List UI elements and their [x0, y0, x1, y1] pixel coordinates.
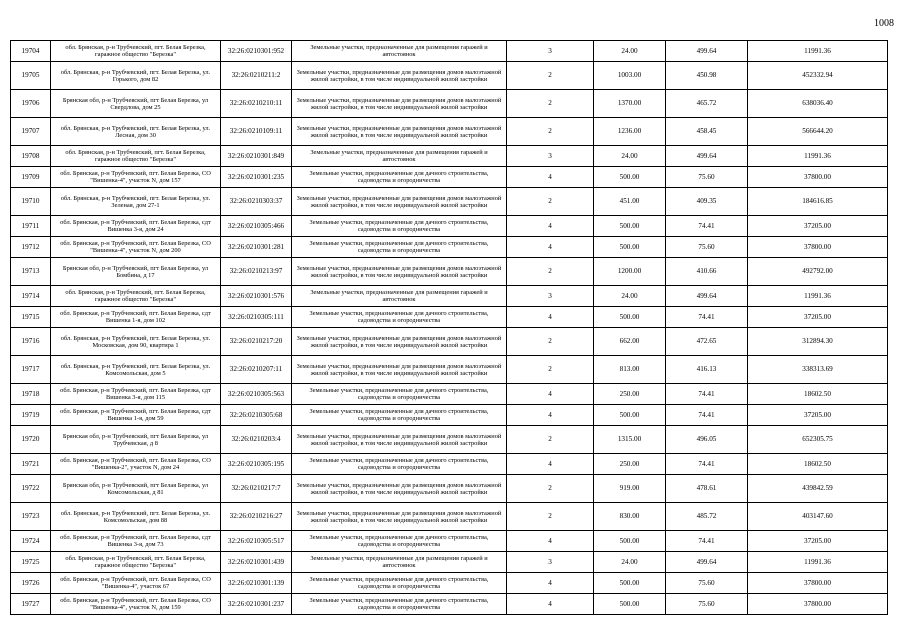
cadastral-number-cell: 32:26:0210210:11: [221, 90, 292, 118]
land-purpose-cell: Земельные участки, предназначенные для размещения домов малоэтажной жилой застройки, в том числе индивидуальной жилой застройки: [292, 90, 507, 118]
area-cell: 500.00: [594, 405, 666, 426]
table-row: [11, 552, 888, 573]
address-cell: обл. Брянская, р-н Трубчевский, пгт. Белая Березка, ул. Московская, дом 90, квартира 1: [51, 328, 221, 356]
cadastral-value-cell: 11991.36: [748, 552, 888, 573]
cadastral-number-cell: 32:26:0210207:11: [221, 356, 292, 384]
cadastral-number-cell: 32:26:0210109:11: [221, 118, 292, 146]
cadastral-value-cell: 37800.00: [748, 237, 888, 258]
row-id: 19705: [11, 62, 51, 90]
row-id: 19707: [11, 118, 51, 146]
row-id: 19704: [11, 41, 51, 62]
cadastral-value-cell: 652305.75: [748, 426, 888, 454]
group-cell: 2: [507, 188, 594, 216]
area-cell: 500.00: [594, 594, 666, 615]
group-cell: 2: [507, 356, 594, 384]
area-cell: 662.00: [594, 328, 666, 356]
address-cell: обл. Брянская, р-н Трубчевский, пгт. Белая Березка, сдт Вишенка 3-я, дом 115: [51, 384, 221, 405]
address-cell: обл. Брянская, р-н Трубчевский, пгт. Белая Березка, ул. Комсомольская, дом 5: [51, 356, 221, 384]
row-id: 19725: [11, 552, 51, 573]
cadastral-value-cell: 492792.00: [748, 258, 888, 286]
cadastral-value-cell: 18602.50: [748, 454, 888, 475]
cadastral-number-cell: 32:26:0210305:195: [221, 454, 292, 475]
rate-cell: 74.41: [666, 405, 748, 426]
area-cell: 24.00: [594, 41, 666, 62]
group-cell: 2: [507, 90, 594, 118]
table-row: [11, 475, 888, 503]
cadastral-value-cell: 37205.00: [748, 307, 888, 328]
table-row: [11, 258, 888, 286]
group-cell: 2: [507, 426, 594, 454]
land-purpose-cell: Земельные участки, предназначенные для размещения домов малоэтажной жилой застройки, в том числе индивидуальной жилой застройки: [292, 328, 507, 356]
rate-cell: 496.05: [666, 426, 748, 454]
table-row: [11, 573, 888, 594]
group-cell: 4: [507, 384, 594, 405]
address-cell: Брянская обл, р-н Трубчевский, пгт Белая Березка, ул Бомбина, д 17: [51, 258, 221, 286]
row-id: 19723: [11, 503, 51, 531]
land-purpose-cell: Земельные участки, предназначенные для размещения гаражей и автостоянок: [292, 41, 507, 62]
area-cell: 830.00: [594, 503, 666, 531]
cadastral-value-cell: 338313.69: [748, 356, 888, 384]
table-row: [11, 531, 888, 552]
area-cell: 1003.00: [594, 62, 666, 90]
area-cell: 1236.00: [594, 118, 666, 146]
row-id: 19726: [11, 573, 51, 594]
row-id: 19716: [11, 328, 51, 356]
cadastral-number-cell: 32:26:0210305:563: [221, 384, 292, 405]
cadastral-number-cell: 32:26:0210301:237: [221, 594, 292, 615]
land-purpose-cell: Земельные участки, предназначенные для дачного строительства, садоводства и огородничества: [292, 307, 507, 328]
rate-cell: 499.64: [666, 286, 748, 307]
rate-cell: 458.45: [666, 118, 748, 146]
cadastral-number-cell: 32:26:0210305:517: [221, 531, 292, 552]
rate-cell: 74.41: [666, 531, 748, 552]
cadastral-number-cell: 32:26:0210203:4: [221, 426, 292, 454]
row-id: 19708: [11, 146, 51, 167]
land-purpose-cell: Земельные участки, предназначенные для размещения домов малоэтажной жилой застройки, в том числе индивидуальной жилой застройки: [292, 503, 507, 531]
area-cell: 250.00: [594, 384, 666, 405]
cadastral-value-cell: 37800.00: [748, 594, 888, 615]
land-purpose-cell: Земельные участки, предназначенные для размещения домов малоэтажной жилой застройки, в том числе индивидуальной жилой застройки: [292, 356, 507, 384]
rate-cell: 75.60: [666, 594, 748, 615]
cadastral-number-cell: 32:26:0210301:439: [221, 552, 292, 573]
row-id: 19722: [11, 475, 51, 503]
area-cell: 24.00: [594, 286, 666, 307]
address-cell: Брянская обл, р-н Трубчевский, пгт Белая Березка, ул Трубчевская, д 8: [51, 426, 221, 454]
land-purpose-cell: Земельные участки, предназначенные для размещения домов малоэтажной жилой застройки, в том числе индивидуальной жилой застройки: [292, 475, 507, 503]
address-cell: обл. Брянская, р-н Трубчевский, пгт. Белая Березка, СО "Вишенка-4", участок N, дом 159: [51, 594, 221, 615]
cadastral-value-cell: 566644.20: [748, 118, 888, 146]
area-cell: 919.00: [594, 475, 666, 503]
cadastral-value-cell: 37800.00: [748, 573, 888, 594]
cadastral-value-cell: 11991.36: [748, 146, 888, 167]
area-cell: 500.00: [594, 307, 666, 328]
rate-cell: 450.98: [666, 62, 748, 90]
row-id: 19727: [11, 594, 51, 615]
area-cell: 500.00: [594, 167, 666, 188]
land-purpose-cell: Земельные участки, предназначенные для дачного строительства, садоводства и огородничества: [292, 594, 507, 615]
area-cell: 250.00: [594, 454, 666, 475]
address-cell: обл. Брянская, р-н Трубчевский, пгт. Белая Березка, гаражное общество "Березка": [51, 41, 221, 62]
area-cell: 500.00: [594, 216, 666, 237]
table-row: [11, 146, 888, 167]
table-row: [11, 594, 888, 615]
group-cell: 4: [507, 237, 594, 258]
cadastral-number-cell: 32:26:0210305:68: [221, 405, 292, 426]
land-purpose-cell: Земельные участки, предназначенные для дачного строительства, садоводства и огородничества: [292, 454, 507, 475]
cadastral-number-cell: 32:26:0210301:281: [221, 237, 292, 258]
row-id: 19711: [11, 216, 51, 237]
cadastral-value-cell: 11991.36: [748, 41, 888, 62]
area-cell: 24.00: [594, 552, 666, 573]
group-cell: 2: [507, 475, 594, 503]
rate-cell: 465.72: [666, 90, 748, 118]
land-purpose-cell: Земельные участки, предназначенные для дачного строительства, садоводства и огородничества: [292, 531, 507, 552]
land-purpose-cell: Земельные участки, предназначенные для дачного строительства, садоводства и огородничества: [292, 384, 507, 405]
row-id: 19720: [11, 426, 51, 454]
area-cell: 1370.00: [594, 90, 666, 118]
cadastral-value-cell: 11991.36: [748, 286, 888, 307]
cadastral-number-cell: 32:26:0210301:849: [221, 146, 292, 167]
rate-cell: 74.41: [666, 307, 748, 328]
group-cell: 3: [507, 41, 594, 62]
address-cell: обл. Брянская, р-н Трубчевский, пгт. Белая Березка, СО "Вишенка-4", участок N, дом 200: [51, 237, 221, 258]
area-cell: 451.00: [594, 188, 666, 216]
row-id: 19712: [11, 237, 51, 258]
land-purpose-cell: Земельные участки, предназначенные для дачного строительства, садоводства и огородничества: [292, 167, 507, 188]
rate-cell: 499.64: [666, 41, 748, 62]
area-cell: 500.00: [594, 573, 666, 594]
address-cell: обл. Брянская, р-н Трубчевский, пгт. Белая Березка, гаражное общество "Березка": [51, 146, 221, 167]
address-cell: Брянская обл, р-н Трубчевский, пгт Белая Березка, ул Свердлова, дом 25: [51, 90, 221, 118]
rate-cell: 472.65: [666, 328, 748, 356]
land-purpose-cell: Земельные участки, предназначенные для размещения гаражей и автостоянок: [292, 286, 507, 307]
cadastral-number-cell: 32:26:0210301:235: [221, 167, 292, 188]
group-cell: 4: [507, 454, 594, 475]
group-cell: 2: [507, 258, 594, 286]
table-row: [11, 216, 888, 237]
group-cell: 2: [507, 503, 594, 531]
rate-cell: 409.35: [666, 188, 748, 216]
group-cell: 3: [507, 552, 594, 573]
row-id: 19710: [11, 188, 51, 216]
land-register-table: [10, 40, 888, 615]
page-number: 1008: [874, 18, 894, 29]
rate-cell: 74.41: [666, 216, 748, 237]
rate-cell: 75.60: [666, 237, 748, 258]
address-cell: обл. Брянская, р-н Трубчевский, пгт. Белая Березка, ул. Комсомольская, дом 88: [51, 503, 221, 531]
area-cell: 1200.00: [594, 258, 666, 286]
address-cell: обл. Брянская, р-н Трубчевский, пгт. Белая Березка, гаражное общество "Березка": [51, 286, 221, 307]
cadastral-number-cell: 32:26:0210305:466: [221, 216, 292, 237]
group-cell: 2: [507, 328, 594, 356]
address-cell: обл. Брянская, р-н Трубчевский, пгт. Белая Березка, ул. Горького, дом 82: [51, 62, 221, 90]
cadastral-number-cell: 32:26:0210305:111: [221, 307, 292, 328]
cadastral-value-cell: 638036.40: [748, 90, 888, 118]
group-cell: 4: [507, 216, 594, 237]
cadastral-number-cell: 32:26:0210301:952: [221, 41, 292, 62]
cadastral-number-cell: 32:26:0210301:139: [221, 573, 292, 594]
address-cell: обл. Брянская, р-н Трубчевский, пгт. Белая Березка, ул. Зеленая, дом 27-1: [51, 188, 221, 216]
table-row: [11, 454, 888, 475]
rate-cell: 478.61: [666, 475, 748, 503]
group-cell: 3: [507, 286, 594, 307]
land-purpose-cell: Земельные участки, предназначенные для размещения гаражей и автостоянок: [292, 552, 507, 573]
address-cell: Брянская обл, р-н Трубчевский, пгт Белая Березка, ул Комсомольская, д 81: [51, 475, 221, 503]
table-row: [11, 286, 888, 307]
row-id: 19709: [11, 167, 51, 188]
address-cell: обл. Брянская, р-н Трубчевский, пгт. Белая Березка, сдт Вишенка 3-я, дом 73: [51, 531, 221, 552]
table-row: [11, 90, 888, 118]
group-cell: 4: [507, 167, 594, 188]
cadastral-number-cell: 32:26:0210216:27: [221, 503, 292, 531]
area-cell: 1315.00: [594, 426, 666, 454]
cadastral-number-cell: 32:26:0210301:576: [221, 286, 292, 307]
row-id: 19706: [11, 90, 51, 118]
land-purpose-cell: Земельные участки, предназначенные для размещения домов малоэтажной жилой застройки, в том числе индивидуальной жилой застройки: [292, 118, 507, 146]
row-id: 19724: [11, 531, 51, 552]
table-row: [11, 405, 888, 426]
group-cell: 4: [507, 573, 594, 594]
address-cell: обл. Брянская, р-н Трубчевский, пгт. Белая Березка, сдт Вишенка 1-я, дом 59: [51, 405, 221, 426]
table-row: [11, 118, 888, 146]
rate-cell: 74.41: [666, 454, 748, 475]
table-row: [11, 167, 888, 188]
rate-cell: 74.41: [666, 384, 748, 405]
row-id: 19719: [11, 405, 51, 426]
group-cell: 2: [507, 118, 594, 146]
land-purpose-cell: Земельные участки, предназначенные для размещения гаражей и автостоянок: [292, 146, 507, 167]
address-cell: обл. Брянская, р-н Трубчевский, пгт. Белая Березка, СО "Вишенка-4", участок N, дом 157: [51, 167, 221, 188]
address-cell: обл. Брянская, р-н Трубчевский, пгт. Белая Березка, ул. Лесная, дом 30: [51, 118, 221, 146]
rate-cell: 75.60: [666, 167, 748, 188]
cadastral-value-cell: 452332.94: [748, 62, 888, 90]
row-id: 19715: [11, 307, 51, 328]
rate-cell: 499.64: [666, 552, 748, 573]
table-row: [11, 426, 888, 454]
cadastral-value-cell: 37800.00: [748, 167, 888, 188]
cadastral-number-cell: 32:26:0210303:37: [221, 188, 292, 216]
area-cell: 500.00: [594, 237, 666, 258]
cadastral-value-cell: 37205.00: [748, 405, 888, 426]
land-purpose-cell: Земельные участки, предназначенные для размещения домов малоэтажной жилой застройки, в том числе индивидуальной жилой застройки: [292, 258, 507, 286]
cadastral-value-cell: 312894.30: [748, 328, 888, 356]
land-purpose-cell: Земельные участки, предназначенные для размещения домов малоэтажной жилой застройки, в том числе индивидуальной жилой застройки: [292, 62, 507, 90]
address-cell: обл. Брянская, р-н Трубчевский, пгт. Белая Березка, СО "Вишенка-4", участок 67: [51, 573, 221, 594]
row-id: 19721: [11, 454, 51, 475]
rate-cell: 410.66: [666, 258, 748, 286]
cadastral-value-cell: 37205.00: [748, 216, 888, 237]
cadastral-value-cell: 184616.85: [748, 188, 888, 216]
land-purpose-cell: Земельные участки, предназначенные для дачного строительства, садоводства и огородничества: [292, 573, 507, 594]
row-id: 19717: [11, 356, 51, 384]
table-row: [11, 356, 888, 384]
row-id: 19718: [11, 384, 51, 405]
land-purpose-cell: Земельные участки, предназначенные для размещения домов малоэтажной жилой застройки, в том числе индивидуальной жилой застройки: [292, 188, 507, 216]
cadastral-value-cell: 18602.50: [748, 384, 888, 405]
address-cell: обл. Брянская, р-н Трубчевский, пгт. Белая Березка, СО "Вишенка-2", участок N, дом 24: [51, 454, 221, 475]
cadastral-number-cell: 32:26:0210211:2: [221, 62, 292, 90]
table-row: [11, 62, 888, 90]
row-id: 19714: [11, 286, 51, 307]
table-row: [11, 307, 888, 328]
area-cell: 500.00: [594, 531, 666, 552]
area-cell: 24.00: [594, 146, 666, 167]
table-row: [11, 384, 888, 405]
cadastral-number-cell: 32:26:0210217:7: [221, 475, 292, 503]
area-cell: 813.00: [594, 356, 666, 384]
table-row: [11, 503, 888, 531]
cadastral-value-cell: 37205.00: [748, 531, 888, 552]
rate-cell: 485.72: [666, 503, 748, 531]
table-row: [11, 237, 888, 258]
table-row: [11, 188, 888, 216]
address-cell: обл. Брянская, р-н Трубчевский, пгт. Белая Березка, сдт Вишенка 3-я, дом 24: [51, 216, 221, 237]
group-cell: 3: [507, 146, 594, 167]
row-id: 19713: [11, 258, 51, 286]
land-purpose-cell: Земельные участки, предназначенные для дачного строительства, садоводства и огородничества: [292, 237, 507, 258]
group-cell: 4: [507, 531, 594, 552]
rate-cell: 499.64: [666, 146, 748, 167]
rate-cell: 75.60: [666, 573, 748, 594]
rate-cell: 416.13: [666, 356, 748, 384]
cadastral-number-cell: 32:26:0210213:97: [221, 258, 292, 286]
land-purpose-cell: Земельные участки, предназначенные для дачного строительства, садоводства и огородничества: [292, 216, 507, 237]
cadastral-value-cell: 439842.59: [748, 475, 888, 503]
table-row: [11, 41, 888, 62]
address-cell: обл. Брянская, р-н Трубчевский, пгт. Белая Березка, гаражное общество "Березка": [51, 552, 221, 573]
cadastral-number-cell: 32:26:0210217:20: [221, 328, 292, 356]
land-purpose-cell: Земельные участки, предназначенные для дачного строительства, садоводства и огородничества: [292, 405, 507, 426]
address-cell: обл. Брянская, р-н Трубчевский, пгт. Белая Березка, сдт Вишенка 1-я, дом 102: [51, 307, 221, 328]
group-cell: 4: [507, 405, 594, 426]
land-purpose-cell: Земельные участки, предназначенные для размещения домов малоэтажной жилой застройки, в том числе индивидуальной жилой застройки: [292, 426, 507, 454]
group-cell: 4: [507, 307, 594, 328]
cadastral-value-cell: 403147.60: [748, 503, 888, 531]
group-cell: 2: [507, 62, 594, 90]
table-row: [11, 328, 888, 356]
group-cell: 4: [507, 594, 594, 615]
